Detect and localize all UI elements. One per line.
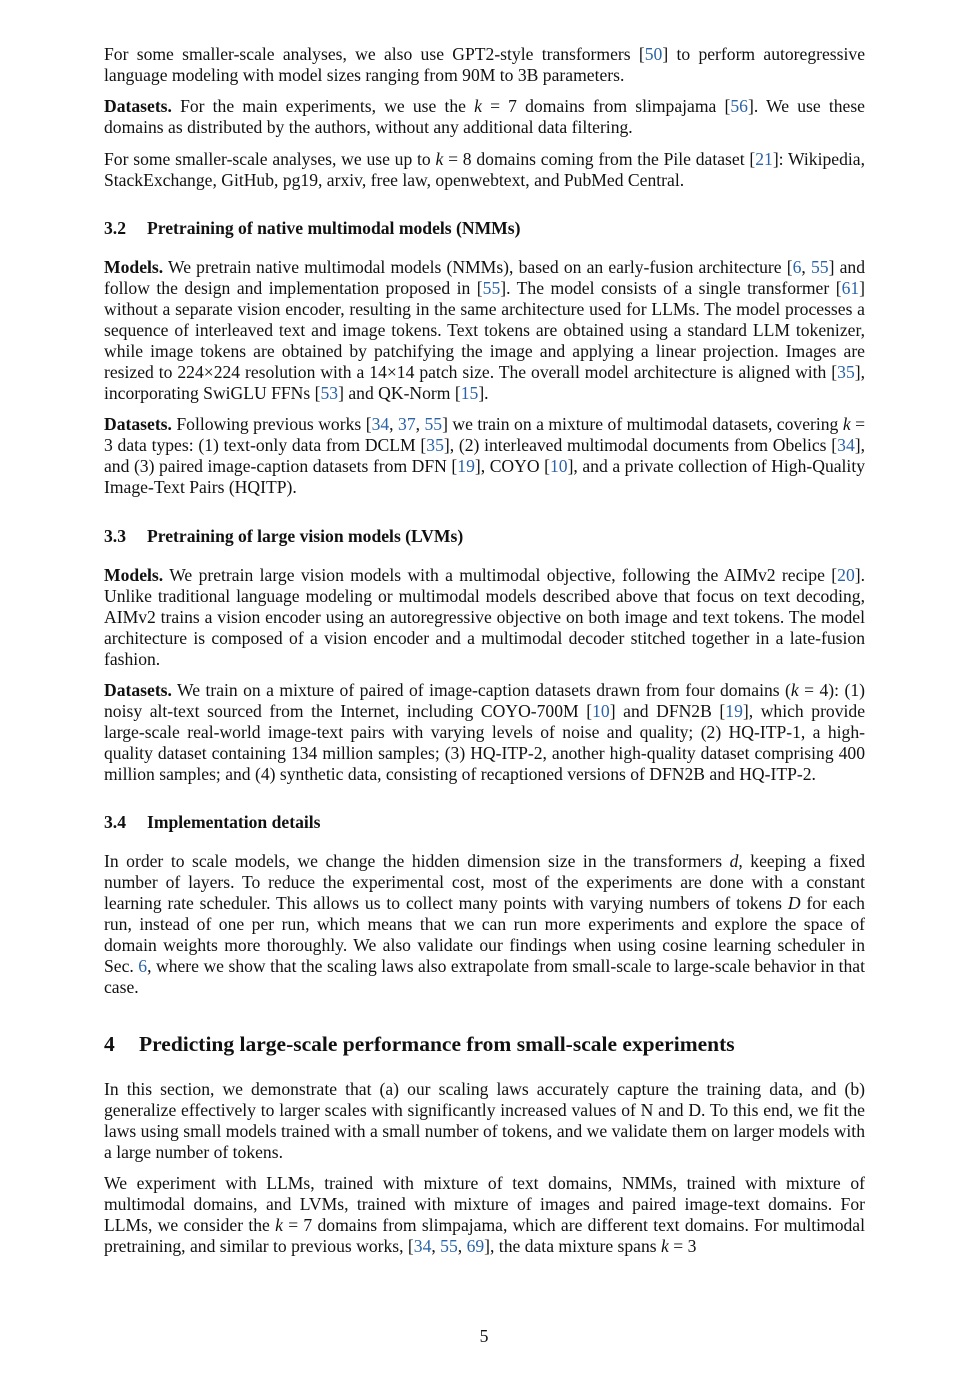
paragraph-implementation: In order to scale models, we change the hidden dimension size in the transformers d, keeping a fixed number of layers. To reduce the experimental cost, most of the experiments are done with a constant learning rate scheduler. This allows us to collect many points with varying numbers of tokens D for each run, instead of one per run, which means that we can run more experiments and explore the space of domain weights more thoroughly. We also validate our findings when using cosine learning scheduler in Sec. 6, where we show that the scaling laws also extrapolate from small-scale to large-scale behavior in that case. <box>104 851 866 997</box>
math-var: k <box>842 414 851 435</box>
page-number: 5 <box>479 1326 489 1346</box>
paragraph-lvm-models: Models. We pretrain large vision models with a multimodal objective, following the AIMv2 recipe [20]. Unlike traditional language modeling or multimodal models described above that focus on text decoding, AIMv2 trains a vision encoder using an autoregressive objective on both image and text tokens. The model architecture is composed of a vision encoder and a multimodal decoder stitched together in a late-fusion fashion. <box>104 564 865 669</box>
math-var: k <box>275 1214 283 1235</box>
citation-link[interactable]: 35 <box>837 361 855 382</box>
citation-link[interactable]: 34 <box>413 1235 432 1256</box>
citation-link[interactable]: 10 <box>592 700 610 721</box>
citation-link[interactable]: 55 <box>810 257 829 278</box>
citation-link[interactable]: 61 <box>841 278 860 299</box>
math-var: k <box>435 148 444 169</box>
citation-link[interactable]: 20 <box>837 564 855 585</box>
citation-link[interactable]: 19 <box>725 700 743 721</box>
section-heading-3-3: 3.3 Pretraining of large vision models (LVMs) <box>104 525 464 546</box>
citation-link[interactable]: 69 <box>466 1235 485 1256</box>
citation-link[interactable]: 50 <box>644 44 663 64</box>
paragraph-nmm-models: Models. We pretrain native multimodal models (NMMs), based on an early-fusion architecture [6, 55] and follow the design and implementation proposed in [55]. The model consists of a single transformer [61] without a separate vision encoder, resulting in the same architecture used for LLMs. The model processes a sequence of interleaved text and image tokens. Text tokens are obtained using a standard LLM tokenizer, while image tokens are obtained by patchifying the image and applying a linear projection. Images are resized to 224×224 resolution with a 14×14 patch size. The overall model architecture is aligned with [35], incorporating SwiGLU FFNs [53] and QK-Norm [15]. <box>104 257 866 403</box>
math-var: k <box>790 679 799 700</box>
section-link[interactable]: 6 <box>138 956 148 976</box>
paragraph-lead: Models. <box>104 257 164 278</box>
paragraph-sec4-intro: In this section, we demonstrate that (a) our scaling laws accurately capture the training data, and (b) generalize effectively to larger scales with significantly increased values of N and D. To this end, we fit the laws using small models trained with a small number of tokens, and we validate them on larger models with a large number of tokens. <box>104 1078 865 1162</box>
paragraph-lead: Datasets. <box>104 679 172 700</box>
citation-link[interactable]: 15 <box>460 382 479 403</box>
citation-link[interactable]: 55 <box>440 1235 458 1256</box>
citation-link[interactable]: 55 <box>482 278 501 299</box>
paragraph-nmm-datasets: Datasets. Following previous works [34, 37, 55] we train on a mixture of multimodal datasets, covering k = 3 data types: (1) text-only data from DCLM [35], (2) interleaved multimodal documents from Obelics [34], and (3) paired image-caption datasets from DFN [19], COYO [10], and a private collection of High-Quality Image-Text Pairs (HQITP). <box>104 414 866 497</box>
paragraph-datasets-slimpajama: Datasets. For the main experiments, we use the k = 7 domains from slimpajama [56]. We use these domains as distributed by the authors, without any additional data filtering. <box>104 96 865 138</box>
citation-link[interactable]: 53 <box>320 382 339 403</box>
math-var: d <box>729 851 739 872</box>
paragraph-pile: For some smaller-scale analyses, we use up to k = 8 domains coming from the Pile dataset [21]: Wikipedia, StackExchange, GitHub, pg19, arxiv, free law, openwebtext, and PubMed Central. <box>104 148 865 190</box>
section-heading-4: 4 Predicting large-scale performance from small-scale experiments <box>104 1031 735 1056</box>
math-var: k <box>474 96 482 117</box>
paragraph-sec4-experiments: We experiment with LLMs, trained with mixture of text domains, NMMs, trained with mixture of multimodal domains, and LVMs, trained with mixture of images and paired image-text domains. For LLMs, we consider the k = 7 domains from slimpajama, which are different text domains. For multimodal pretraining, and similar to previous works, [34, 55, 69], the data mixture spans k = 3 <box>104 1172 865 1256</box>
citation-link[interactable]: 6 <box>792 257 802 278</box>
citation-link[interactable]: 10 <box>549 456 568 477</box>
citation-link[interactable]: 19 <box>457 456 475 477</box>
citation-link[interactable]: 35 <box>426 435 444 456</box>
math-var: D <box>787 893 801 914</box>
paragraph-lead: Models. <box>104 564 164 585</box>
citation-link[interactable]: 34 <box>371 414 390 435</box>
citation-link[interactable]: 34 <box>837 435 855 456</box>
math-var: k <box>661 1235 669 1256</box>
citation-link[interactable]: 55 <box>424 414 443 435</box>
citation-link[interactable]: 21 <box>755 148 773 169</box>
paragraph-gpt2: For some smaller-scale analyses, we also use GPT2-style transformers [50] to perform autoregressive language modeling with model sizes ranging from 90M to 3B parameters. <box>104 44 865 85</box>
paragraph-lvm-datasets: Datasets. We train on a mixture of paired of image-caption datasets drawn from four domains (k = 4): (1) noisy alt-text sourced from the Internet, including COYO-700M [10] and DFN2B [19], which provide large-scale real-world image-text pairs with varying levels of noise and quality; (2) HQ-ITP-1, a high-quality dataset containing 134 million samples; (3) HQ-ITP-2, another high-quality dataset comprising 400 million samples; and (4) synthetic data, consisting of recaptioned versions of DFN2B and HQ-ITP-2. <box>104 679 866 784</box>
citation-link[interactable]: 56 <box>730 96 748 117</box>
section-heading-3-2: 3.2 Pretraining of native multimodal models (NMMs) <box>104 218 521 239</box>
paragraph-lead: Datasets. <box>104 414 172 435</box>
section-heading-3-4: 3.4 Implementation details <box>104 812 321 833</box>
citation-link[interactable]: 37 <box>398 414 416 435</box>
paper-page <box>104 44 865 1267</box>
paragraph-lead: Datasets. <box>104 96 172 117</box>
